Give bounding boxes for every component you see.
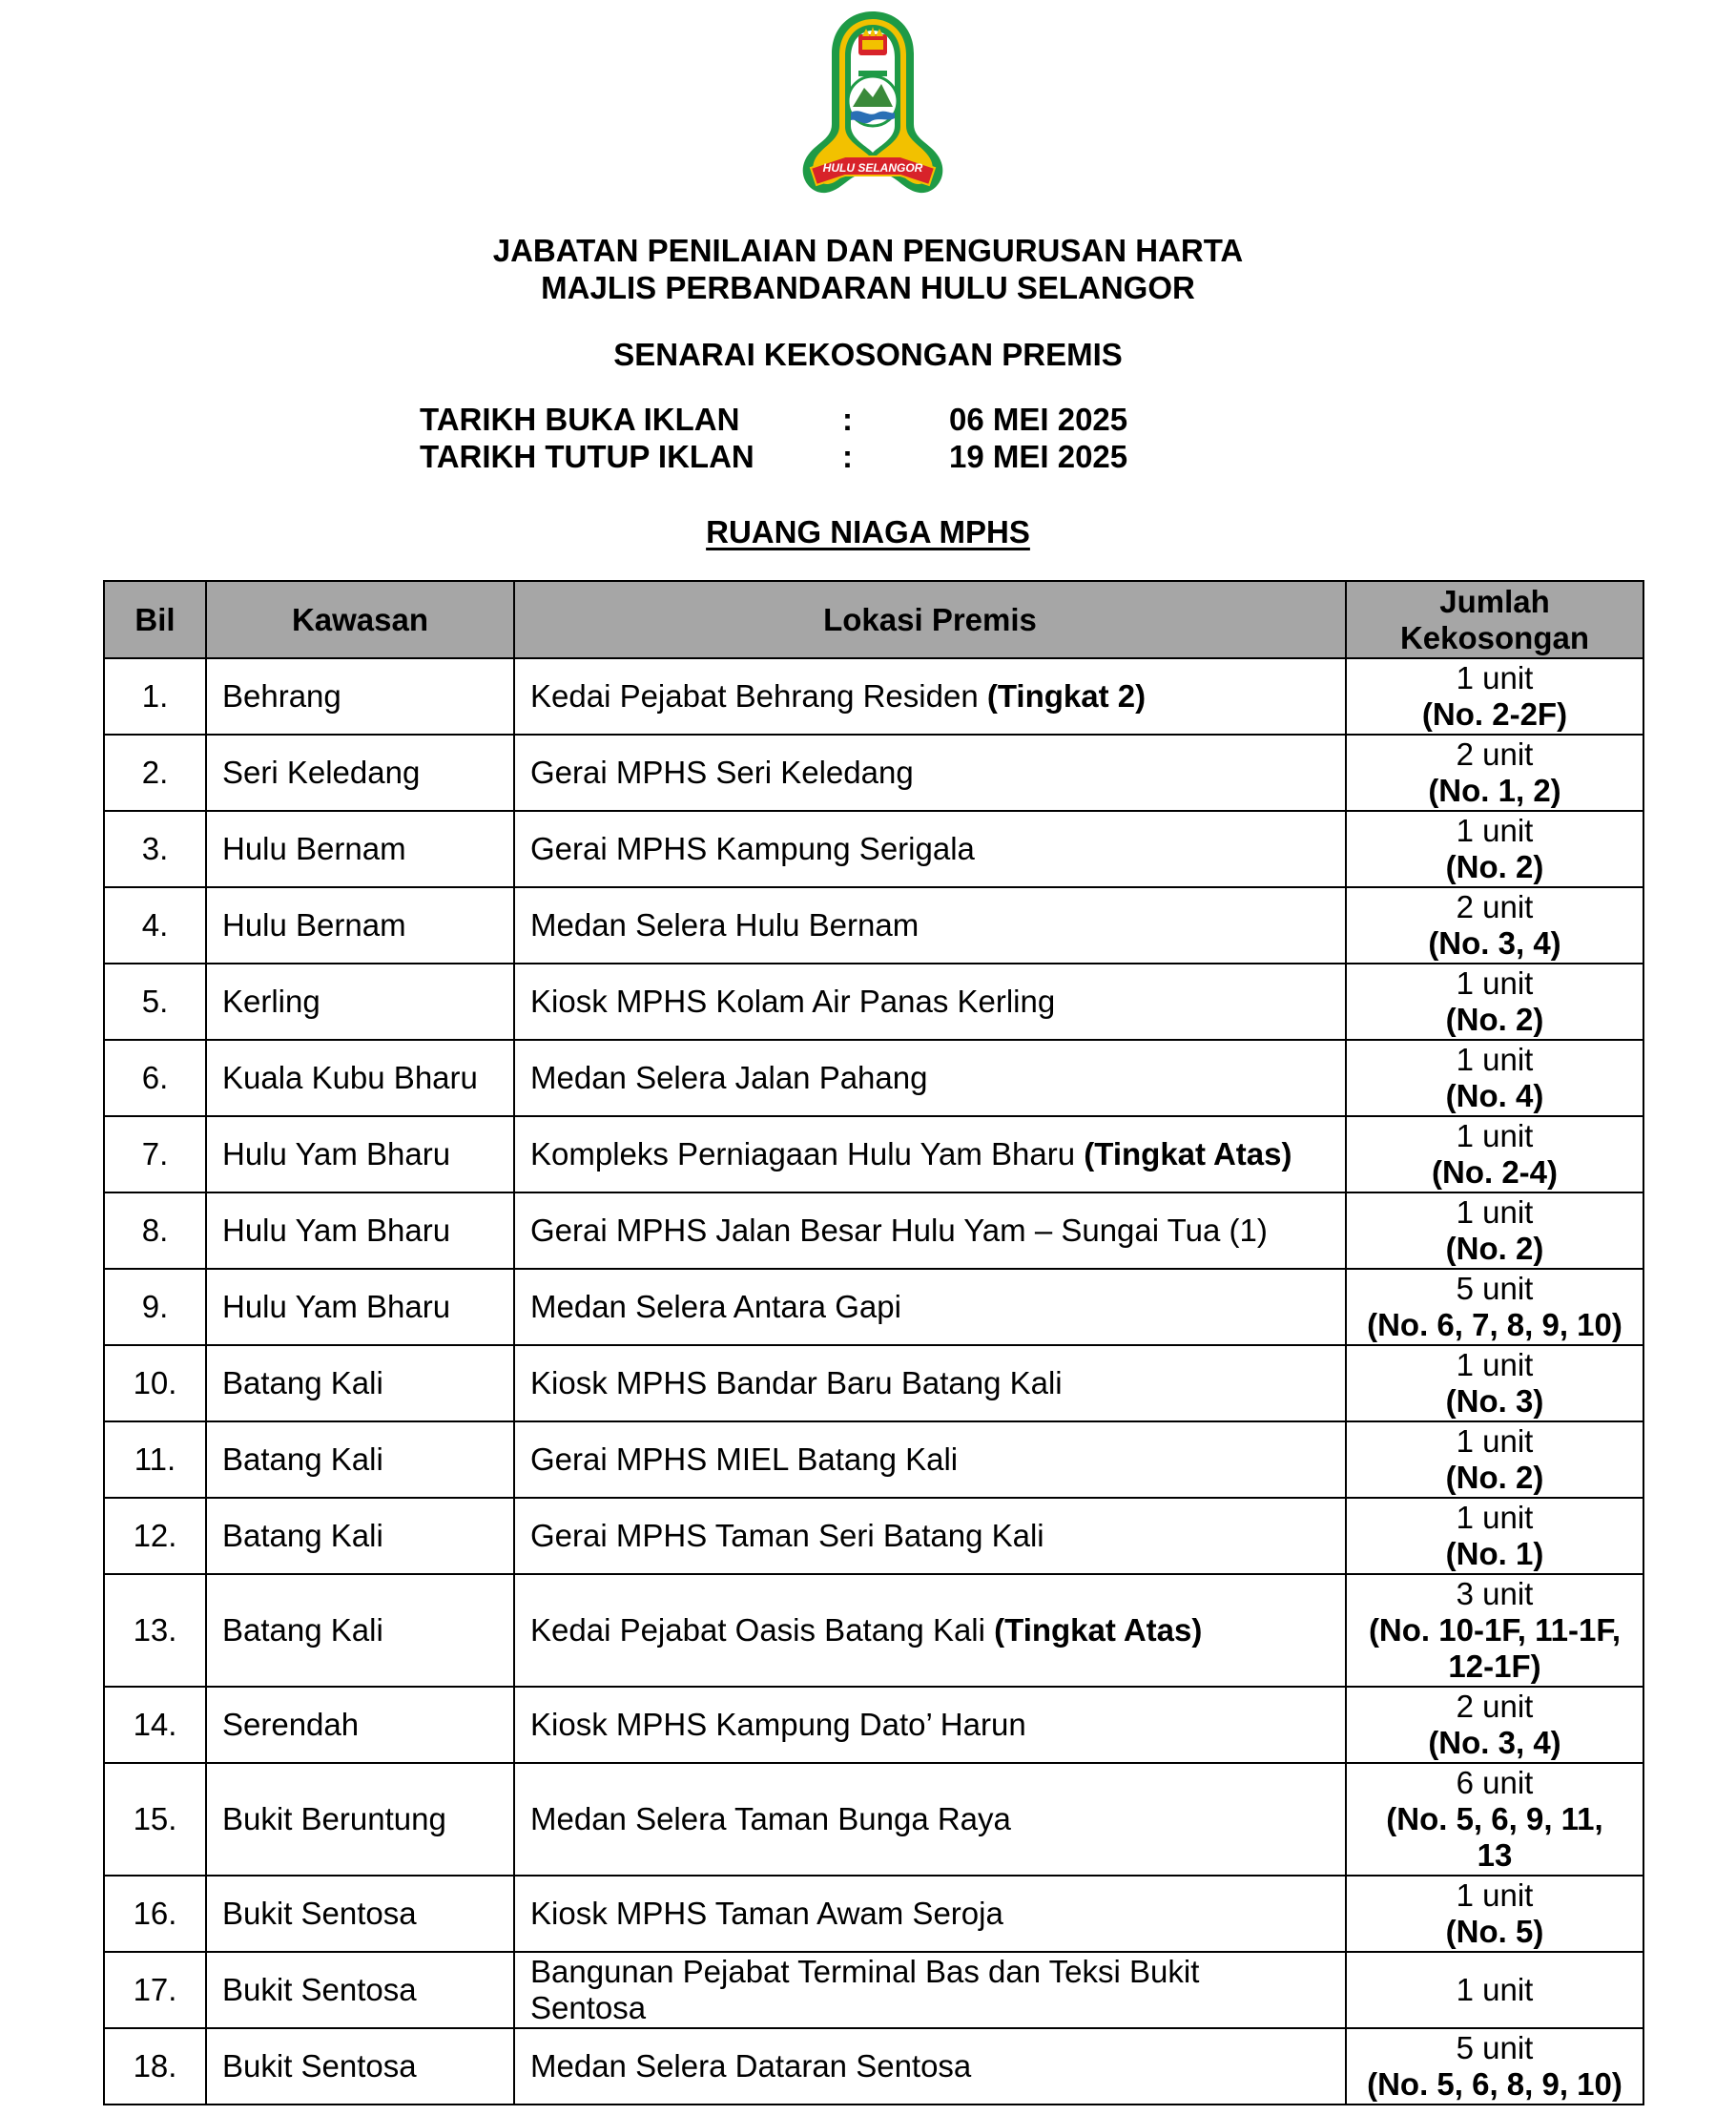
cell-jumlah: 1 unit (No. 1) xyxy=(1346,1498,1643,1574)
cell-lokasi: Gerai MPHS MIEL Batang Kali xyxy=(514,1421,1346,1498)
cell-bil: 13. xyxy=(104,1574,206,1687)
table-row xyxy=(104,1952,1643,2028)
cell-bil: 6. xyxy=(104,1040,206,1116)
cell-jumlah: 1 unit xyxy=(1346,1952,1643,2028)
table-row xyxy=(104,2028,1643,2105)
table-row xyxy=(104,811,1643,887)
cell-bil: 7. xyxy=(104,1116,206,1192)
cell-bil: 8. xyxy=(104,1192,206,1269)
cell-jumlah: 2 unit (No. 1, 2) xyxy=(1346,735,1643,811)
cell-lokasi: Medan Selera Jalan Pahang xyxy=(514,1040,1346,1116)
cell-jumlah: 2 unit (No. 3, 4) xyxy=(1346,1687,1643,1763)
cell-lokasi: Kompleks Perniagaan Hulu Yam Bharu (Tingkat Atas) xyxy=(514,1116,1346,1192)
table-row xyxy=(104,964,1643,1040)
cell-jumlah: 1 unit (No. 2) xyxy=(1346,1192,1643,1269)
open-date-label: TARIKH BUKA IKLAN xyxy=(420,402,740,437)
table-row xyxy=(104,887,1643,964)
cell-bil: 11. xyxy=(104,1421,206,1498)
table-row xyxy=(104,1345,1643,1421)
cell-bil: 4. xyxy=(104,887,206,964)
cell-bil: 14. xyxy=(104,1687,206,1763)
cell-jumlah: 5 unit (No. 6, 7, 8, 9, 10) xyxy=(1346,1269,1643,1345)
cell-jumlah: 1 unit (No. 4) xyxy=(1346,1040,1643,1116)
cell-kawasan: Hulu Yam Bharu xyxy=(206,1116,514,1192)
cell-lokasi: Kiosk MPHS Kolam Air Panas Kerling xyxy=(514,964,1346,1040)
cell-bil: 16. xyxy=(104,1876,206,1952)
close-date-label: TARIKH TUTUP IKLAN xyxy=(420,439,754,474)
section-title: RUANG NIAGA MPHS xyxy=(706,514,1030,549)
cell-kawasan: Batang Kali xyxy=(206,1345,514,1421)
table-row xyxy=(104,1498,1643,1574)
table-row xyxy=(104,1574,1643,1687)
cell-bil: 5. xyxy=(104,964,206,1040)
header-jumlah: Jumlah Kekosongan xyxy=(1346,581,1643,658)
cell-lokasi: Gerai MPHS Kampung Serigala xyxy=(514,811,1346,887)
cell-bil: 9. xyxy=(104,1269,206,1345)
hulu-selangor-crest-logo xyxy=(782,8,963,213)
cell-bil: 1. xyxy=(104,658,206,735)
cell-lokasi: Gerai MPHS Seri Keledang xyxy=(514,735,1346,811)
cell-bil: 18. xyxy=(104,2028,206,2105)
cell-kawasan: Bukit Beruntung xyxy=(206,1763,514,1876)
header-kawasan: Kawasan xyxy=(206,581,514,658)
cell-kawasan: Hulu Bernam xyxy=(206,811,514,887)
cell-jumlah: 1 unit (No. 5) xyxy=(1346,1876,1643,1952)
table-row xyxy=(104,658,1643,735)
cell-jumlah: 2 unit (No. 3, 4) xyxy=(1346,887,1643,964)
cell-lokasi: Kedai Pejabat Oasis Batang Kali (Tingkat Atas) xyxy=(514,1574,1346,1687)
header-lokasi: Lokasi Premis xyxy=(514,581,1346,658)
cell-lokasi: Medan Selera Taman Bunga Raya xyxy=(514,1763,1346,1876)
cell-jumlah: 6 unit (No. 5, 6, 9, 11, 13 xyxy=(1346,1763,1643,1876)
cell-lokasi: Medan Selera Dataran Sentosa xyxy=(514,2028,1346,2105)
document-subtitle: SENARAI KEKOSONGAN PREMIS xyxy=(613,337,1123,372)
cell-kawasan: Behrang xyxy=(206,658,514,735)
cell-bil: 12. xyxy=(104,1498,206,1574)
cell-jumlah: 5 unit (No. 5, 6, 8, 9, 10) xyxy=(1346,2028,1643,2105)
cell-lokasi: Kiosk MPHS Bandar Baru Batang Kali xyxy=(514,1345,1346,1421)
table-row xyxy=(104,1269,1643,1345)
table-row xyxy=(104,735,1643,811)
cell-bil: 2. xyxy=(104,735,206,811)
cell-kawasan: Hulu Yam Bharu xyxy=(206,1269,514,1345)
cell-jumlah: 1 unit (No. 2) xyxy=(1346,1421,1643,1498)
cell-kawasan: Bukit Sentosa xyxy=(206,1876,514,1952)
cell-kawasan: Kerling xyxy=(206,964,514,1040)
cell-jumlah: 1 unit (No. 2) xyxy=(1346,811,1643,887)
cell-lokasi: Kedai Pejabat Behrang Residen (Tingkat 2) xyxy=(514,658,1346,735)
cell-kawasan: Batang Kali xyxy=(206,1574,514,1687)
header-bil: Bil xyxy=(104,581,206,658)
cell-kawasan: Batang Kali xyxy=(206,1421,514,1498)
cell-kawasan: Hulu Bernam xyxy=(206,887,514,964)
cell-bil: 15. xyxy=(104,1763,206,1876)
department-title: JABATAN PENILAIAN DAN PENGURUSAN HARTA xyxy=(492,233,1244,268)
cell-jumlah: 3 unit (No. 10-1F, 11-1F, 12-1F) xyxy=(1346,1574,1643,1687)
table-row xyxy=(104,1687,1643,1763)
cell-lokasi: Medan Selera Antara Gapi xyxy=(514,1269,1346,1345)
cell-jumlah: 1 unit (No. 3) xyxy=(1346,1345,1643,1421)
cell-jumlah: 1 unit (No. 2) xyxy=(1346,964,1643,1040)
table-row xyxy=(104,1116,1643,1192)
cell-lokasi: Kiosk MPHS Taman Awam Seroja xyxy=(514,1876,1346,1952)
cell-lokasi: Bangunan Pejabat Terminal Bas dan Teksi Bukit Sentosa xyxy=(514,1952,1346,2028)
table-row xyxy=(104,1421,1643,1498)
cell-kawasan: Bukit Sentosa xyxy=(206,2028,514,2105)
cell-lokasi: Gerai MPHS Taman Seri Batang Kali xyxy=(514,1498,1346,1574)
close-date-value: 19 MEI 2025 xyxy=(949,439,1128,474)
cell-jumlah: 1 unit (No. 2-4) xyxy=(1346,1116,1643,1192)
cell-lokasi: Kiosk MPHS Kampung Dato’ Harun xyxy=(514,1687,1346,1763)
cell-kawasan: Bukit Sentosa xyxy=(206,1952,514,2028)
cell-bil: 17. xyxy=(104,1952,206,2028)
cell-kawasan: Seri Keledang xyxy=(206,735,514,811)
cell-kawasan: Batang Kali xyxy=(206,1498,514,1574)
table-row xyxy=(104,1192,1643,1269)
cell-lokasi: Medan Selera Hulu Bernam xyxy=(514,887,1346,964)
cell-bil: 3. xyxy=(104,811,206,887)
cell-kawasan: Serendah xyxy=(206,1687,514,1763)
cell-bil: 10. xyxy=(104,1345,206,1421)
cell-kawasan: Hulu Yam Bharu xyxy=(206,1192,514,1269)
table-row xyxy=(104,1040,1643,1116)
close-date-separator: : xyxy=(842,439,853,474)
svg-text:HULU SELANGOR: HULU SELANGOR xyxy=(822,161,923,175)
cell-kawasan: Kuala Kubu Bharu xyxy=(206,1040,514,1116)
table-header-row xyxy=(104,581,1643,658)
vacancy-table xyxy=(103,580,1644,2105)
open-date-separator: : xyxy=(842,402,853,437)
open-date-value: 06 MEI 2025 xyxy=(949,402,1128,437)
table-row xyxy=(104,1876,1643,1952)
cell-jumlah: 1 unit (No. 2-2F) xyxy=(1346,658,1643,735)
table-row xyxy=(104,1763,1643,1876)
council-title: MAJLIS PERBANDARAN HULU SELANGOR xyxy=(541,270,1195,305)
cell-lokasi: Gerai MPHS Jalan Besar Hulu Yam – Sungai Tua (1) xyxy=(514,1192,1346,1269)
